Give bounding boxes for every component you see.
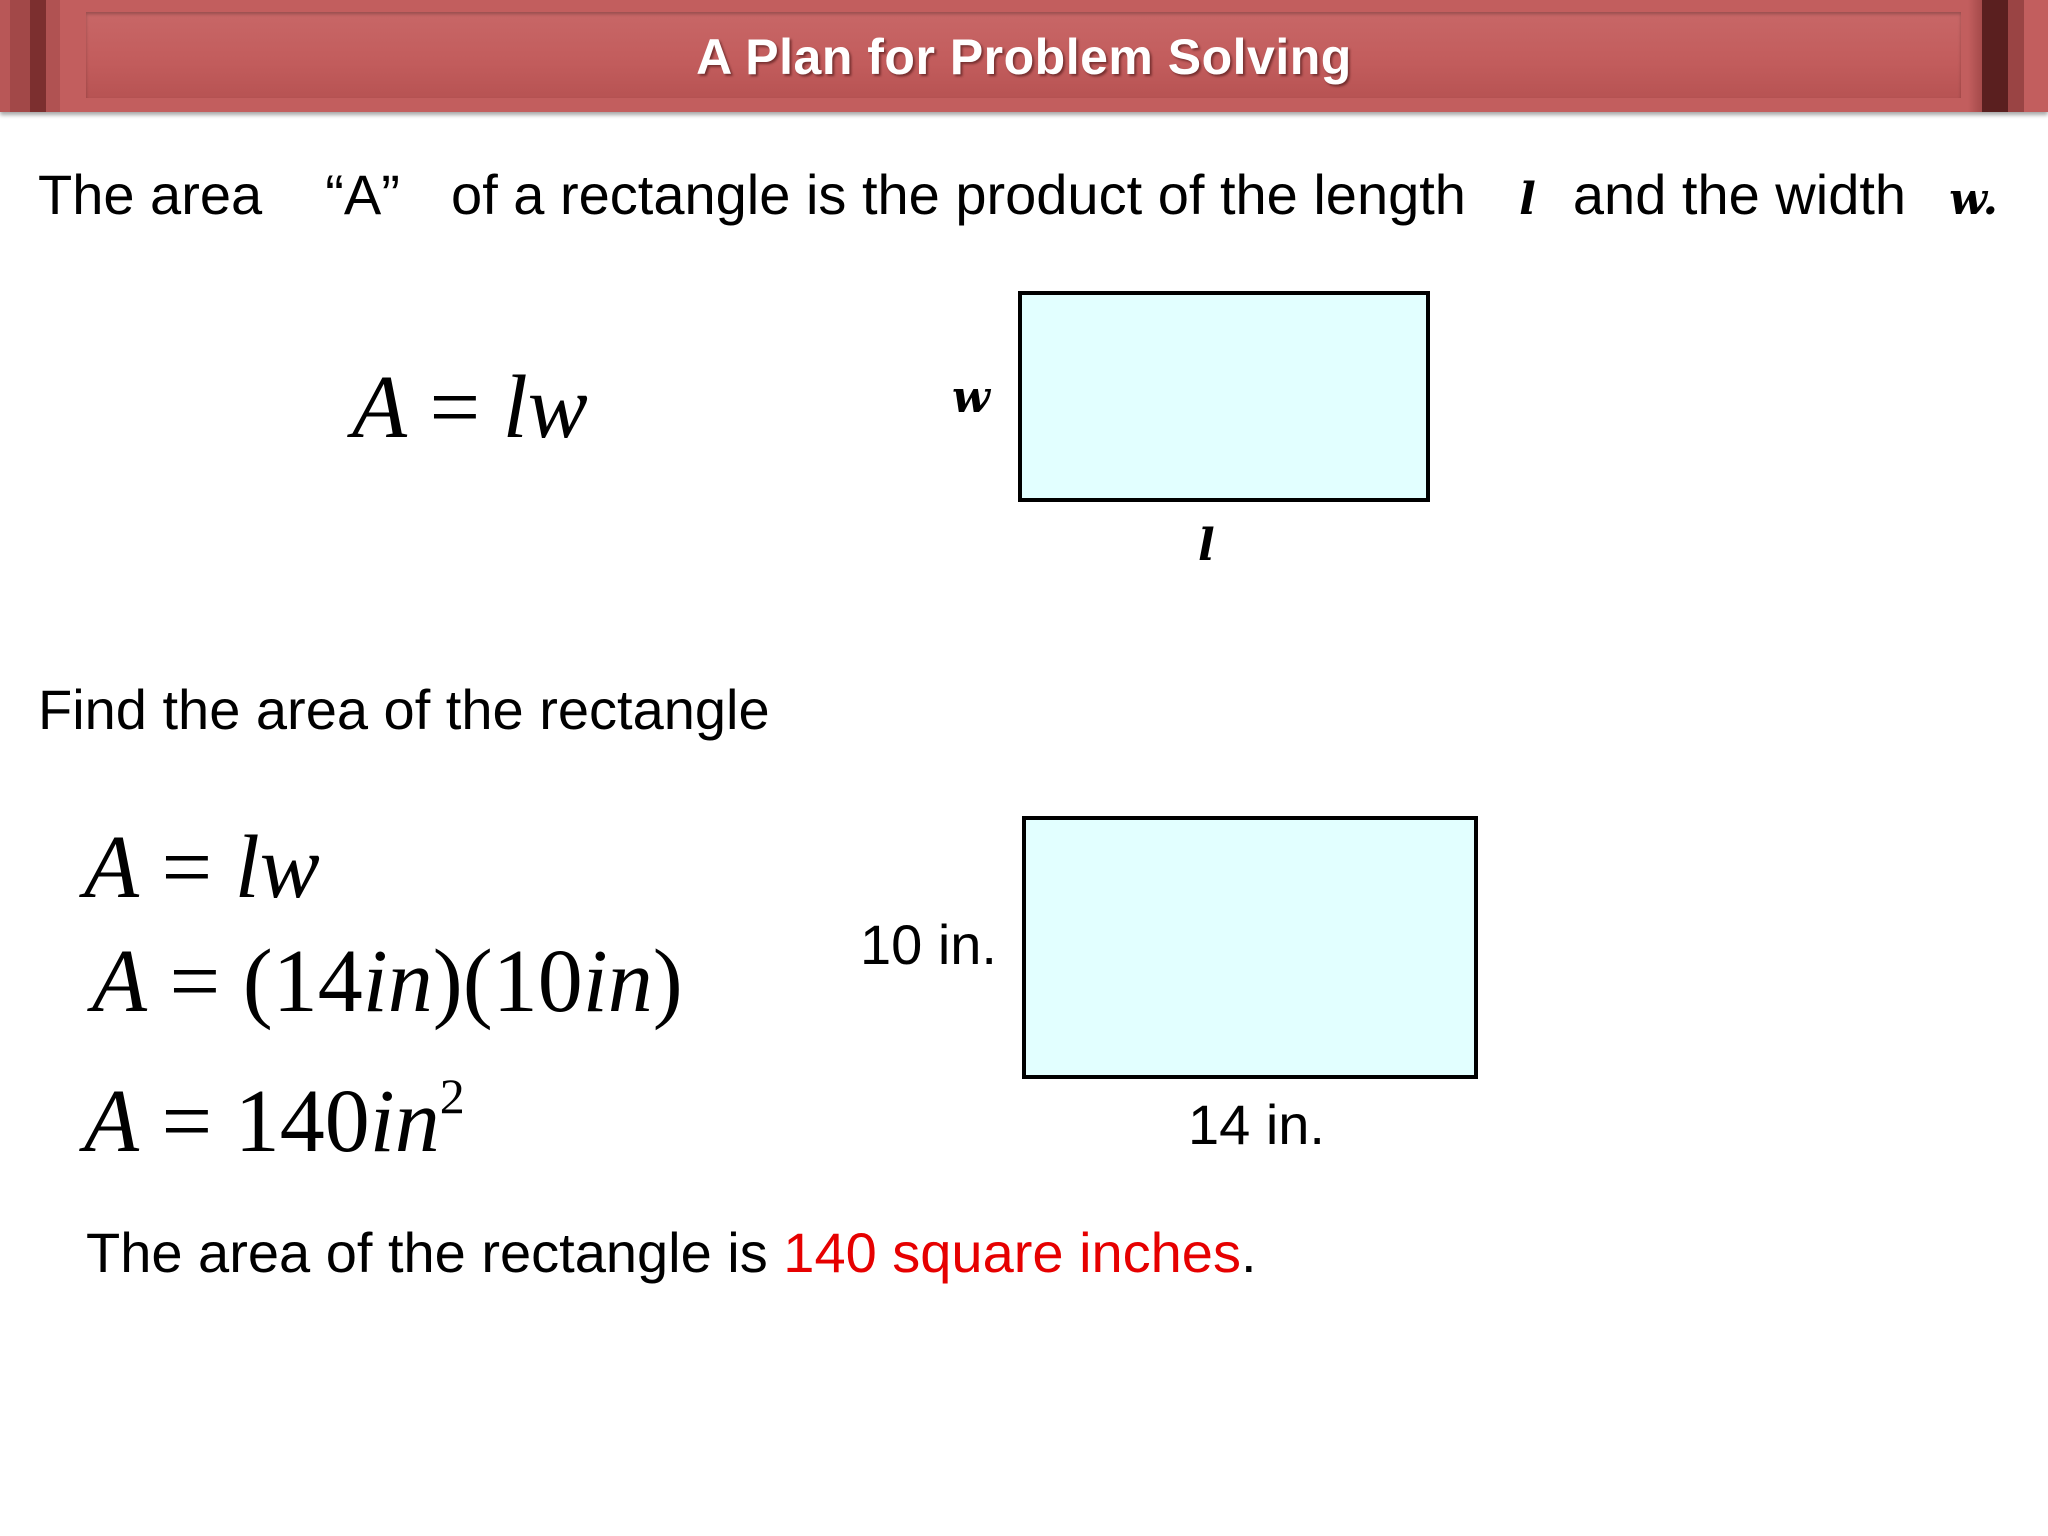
step3-exponent: 2 <box>439 1068 465 1124</box>
step2-mid: )(10 <box>432 932 583 1031</box>
rectangle-width-label: w <box>952 372 990 423</box>
title-banner <box>0 0 2048 112</box>
example-length-label: 14 in. <box>1188 1093 1325 1156</box>
step2-unit1: in <box>362 932 433 1031</box>
definition-part1: The area <box>38 163 263 226</box>
width-symbol: w. <box>1949 174 1998 225</box>
step2-lhs: A <box>92 932 147 1031</box>
page-title: A Plan for Problem Solving <box>696 29 1352 85</box>
example-width-label: 10 in. <box>860 913 997 976</box>
conclusion-sentence <box>86 1220 1257 1285</box>
formula-rhs: lw <box>502 358 588 457</box>
step3-lhs: A <box>84 1072 139 1171</box>
conclusion-prefix: The area of the rectangle is <box>86 1221 784 1284</box>
length-symbol: l <box>1519 174 1536 225</box>
step1-rhs: lw <box>234 818 320 917</box>
step2-open: (14 <box>242 932 363 1031</box>
formula-equals: = <box>429 358 481 457</box>
step3-equals: = <box>161 1072 213 1171</box>
definition-area-variable: “A” <box>325 163 400 226</box>
formula-lhs: A <box>352 358 407 457</box>
step1-equals: = <box>161 818 213 917</box>
solution-step-3 <box>84 1068 465 1172</box>
rectangle-length-label: l <box>1198 520 1215 571</box>
step2-equals: = <box>169 932 221 1031</box>
step3-number: 140 <box>234 1072 370 1171</box>
definition-part3: and the width <box>1572 163 1907 226</box>
example-rectangle <box>1022 816 1478 1079</box>
definition-sentence <box>38 162 1998 233</box>
conclusion-suffix: . <box>1240 1221 1257 1284</box>
generic-rectangle <box>1018 291 1430 502</box>
solution-step-1 <box>84 818 320 918</box>
step3-unit: in <box>369 1072 440 1171</box>
solution-step-2 <box>92 932 683 1032</box>
definition-part2: of a rectangle is the product of the length <box>451 163 1466 226</box>
area-formula <box>352 358 588 458</box>
conclusion-answer: 140 square inches <box>783 1221 1241 1284</box>
step2-close: ) <box>652 932 683 1031</box>
problem-prompt: Find the area of the rectangle <box>38 678 770 741</box>
step2-unit2: in <box>582 932 653 1031</box>
step1-lhs: A <box>84 818 139 917</box>
